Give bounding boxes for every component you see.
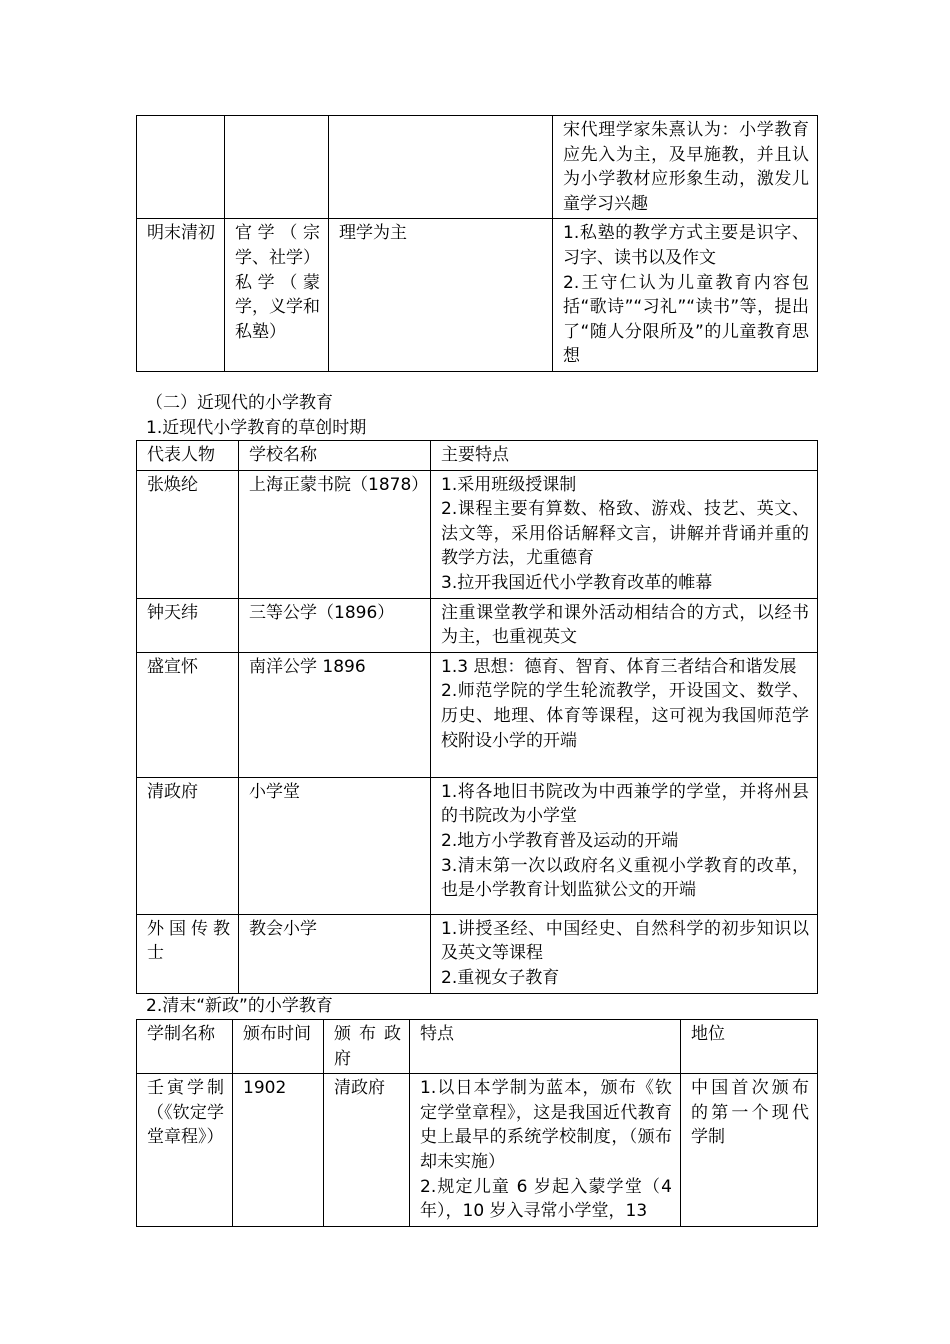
cell-line: 代表人物: [147, 445, 215, 465]
cell-line: 注重课堂教学和课外活动相结合的方式，以经书为主，也重视英文: [441, 602, 809, 648]
cell-line: 小学堂: [249, 781, 300, 802]
header-cell: [681, 1020, 818, 1074]
table-row: [137, 116, 818, 219]
cell-line: 盛宣怀: [147, 656, 198, 677]
table-cell: [225, 116, 329, 219]
table-cell: [239, 470, 431, 598]
table-founding-period-body: [137, 441, 818, 994]
header-cell: [137, 441, 239, 471]
header-cell: [324, 1020, 410, 1074]
cell-line: 教会小学: [249, 918, 317, 939]
table-cell: [137, 777, 239, 914]
table-cell: [329, 219, 553, 372]
cell-line: 学校名称: [249, 445, 317, 465]
cell-line: 上海正蒙书院（1878）: [249, 474, 429, 495]
section-title: （二）近现代的小学教育: [146, 393, 333, 413]
cell-line: 1.讲授圣经、中国经史、自然科学的初步知识以及英文等课程: [441, 918, 809, 964]
cell-line: 1.以日本学制为蓝本，颁布《钦定学堂章程》，这是我国近代教育史上最早的系统学校制度，（颁布却未实施）: [420, 1078, 672, 1172]
cell-line: 主要特点: [441, 445, 509, 465]
table-cell: [553, 219, 818, 372]
table-cell: [681, 1074, 818, 1227]
cell-line: 特点: [420, 1024, 454, 1044]
table-founding-period: [136, 440, 818, 994]
table-row: [137, 777, 818, 914]
table-header-row: [137, 1020, 818, 1074]
cell-line: 2.课程主要有算数、格致、游戏、技艺、英文、法文等，采用俗话解释文言，讲解并背诵并重的教学方法，尤重德育: [441, 499, 809, 569]
header-cell: [410, 1020, 681, 1074]
cell-line: 地位: [691, 1024, 725, 1044]
cell-line: 明末清初: [147, 223, 215, 244]
table-cell: [225, 219, 329, 372]
cell-line: 1.采用班级授课制: [441, 474, 577, 495]
table-header-row: [137, 441, 818, 471]
cell-line: 学制名称: [147, 1024, 215, 1044]
header-cell: [239, 441, 431, 471]
cell-line: 1.私塾的教学方式主要是识字、习字、读书以及作文: [563, 223, 809, 268]
table-cell: [137, 219, 225, 372]
table-row: [137, 652, 818, 777]
table-row: [137, 598, 818, 652]
cell-line: 2.地方小学教育普及运动的开端: [441, 830, 679, 851]
cell-line: 颁布政府: [334, 1024, 401, 1069]
table-cell: [431, 652, 818, 777]
cell-line: 三等公学（1896）: [249, 602, 395, 623]
header-cell: [233, 1020, 324, 1074]
cell-line: 外国传教士: [147, 918, 230, 964]
cell-line: 2.重视女子教育: [441, 967, 560, 988]
table-cell: [431, 777, 818, 914]
cell-line: 理学为主: [339, 223, 407, 244]
cell-line: 钟天纬: [147, 602, 198, 623]
table-cell: [137, 914, 239, 993]
table-cell: [137, 470, 239, 598]
table-cell: [137, 1074, 233, 1227]
cell-line: 张焕纶: [147, 474, 198, 495]
subsection-title-2: 2.清末“新政”的小学教育: [146, 996, 333, 1016]
table-cell: [553, 116, 818, 219]
table-cell: [137, 116, 225, 219]
cell-line: 南洋公学 1896: [249, 656, 366, 677]
table-cell: [324, 1074, 410, 1227]
header-cell: [137, 1020, 233, 1074]
cell-line: 中国首次颁布的第一个现代学制: [691, 1078, 809, 1148]
cell-line: 3.清末第一次以政府名义重视小学教育的改革，也是小学教育计划监狱公文的开端: [441, 855, 809, 901]
cell-line: 颁布时间: [243, 1024, 311, 1044]
table-cell: [239, 652, 431, 777]
table-cell: [239, 777, 431, 914]
table-pre-modern: [136, 115, 818, 372]
cell-line: 壬寅学制（《钦定学堂章程》）: [147, 1078, 224, 1148]
table-row: [137, 1074, 818, 1227]
table-row: [137, 914, 818, 993]
header-cell: [431, 441, 818, 471]
cell-line: 官学（宗学、社学）私学（蒙学，义学和私塾）: [235, 223, 320, 342]
table-row: [137, 219, 818, 372]
table-cell: [431, 470, 818, 598]
table-cell: [137, 598, 239, 652]
table-cell: [233, 1074, 324, 1227]
cell-line: 清政府: [147, 781, 198, 802]
cell-line: 2.王守仁认为儿童教育内容包括“歌诗”“习礼”“读书”等，提出了“随人分限所及”的儿童教育思想: [563, 272, 809, 367]
cell-line: 2.规定儿童 6 岁起入蒙学堂（4 年），10 岁入寻常小学堂，13: [420, 1176, 672, 1222]
cell-line: 1.将各地旧书院改为中西兼学的学堂，并将州县的书院改为小学堂: [441, 781, 809, 827]
cell-line: 宋代理学家朱熹认为：小学教育应先入为主，及早施教，并且认为小学教材应形象生动，激发儿童学习兴趣: [563, 120, 809, 214]
table-cell: [137, 652, 239, 777]
cell-line: 1902: [243, 1078, 287, 1099]
cell-line: 1.3 思想：德育、智育、体育三者结合和谐发展: [441, 656, 797, 677]
table-pre-modern-body: [137, 116, 818, 372]
table-cell: [239, 598, 431, 652]
cell-line: 3.拉开我国近代小学教育改革的帷幕: [441, 572, 713, 593]
cell-line: 清政府: [334, 1078, 385, 1099]
table-school-system: [136, 1019, 818, 1227]
table-cell: [431, 598, 818, 652]
table-cell: [329, 116, 553, 219]
table-cell: [410, 1074, 681, 1227]
table-school-system-body: [137, 1020, 818, 1227]
table-cell: [239, 914, 431, 993]
table-row: [137, 470, 818, 598]
subsection-title-1: 1.近现代小学教育的草创时期: [146, 418, 367, 438]
table-cell: [431, 914, 818, 993]
cell-line: 2.师范学院的学生轮流教学，开设国文、数学、历史、地理、体育等课程，这可视为我国师范学校附设小学的开端: [441, 681, 809, 751]
